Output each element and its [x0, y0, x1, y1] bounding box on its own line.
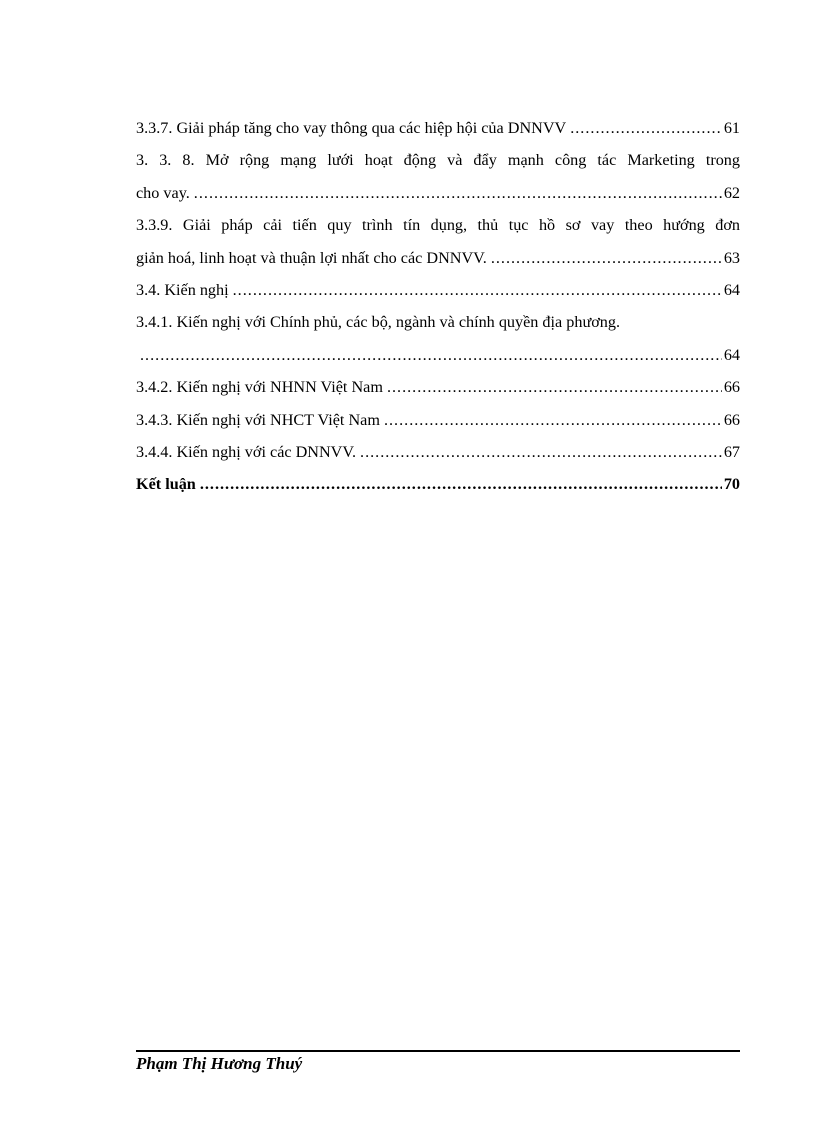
- toc-entry-3-3-8-line2[interactable]: [136, 177, 740, 209]
- dot-leader: [360, 436, 722, 468]
- dot-leader: [570, 112, 722, 144]
- toc-entry-title: 3.4.3. Kiến nghị với NHCT Việt Nam: [136, 410, 380, 429]
- dot-leader: [200, 468, 722, 500]
- toc-entry-3-4[interactable]: [136, 274, 740, 306]
- toc-entry-3-4-2[interactable]: [136, 371, 740, 403]
- toc-entry-3-4-4[interactable]: [136, 436, 740, 468]
- dot-leader: [233, 274, 722, 306]
- toc-entry-3-4-1-line1[interactable]: 3.4.1. Kiến nghị với Chính phủ, các bộ, ngành và chính quyền địa phương.: [136, 313, 621, 332]
- dot-leader: [384, 404, 722, 436]
- table-of-contents: [136, 112, 740, 501]
- toc-entry-page: 63: [723, 248, 740, 267]
- toc-entry-title: 3.4.4. Kiến nghị với các DNNVV.: [136, 442, 357, 461]
- toc-entry-title: 3.4.2. Kiến nghị với NHNN Việt Nam: [136, 378, 383, 397]
- toc-entry-3-3-8-line1[interactable]: 3. 3. 8. Mở rộng mạng lưới hoạt động và đẩy mạnh công tác Marketing trong: [136, 151, 740, 170]
- dot-leader: [387, 371, 722, 403]
- footer-author: Phạm Thị Hương Thuý: [136, 1054, 303, 1073]
- toc-entry-title: Kết luận: [136, 475, 196, 494]
- dot-leader: [491, 242, 722, 274]
- toc-entry-page: 64: [723, 345, 740, 364]
- toc-entry-page: 66: [723, 378, 740, 397]
- toc-entry-3-4-3[interactable]: [136, 404, 740, 436]
- toc-entry-title: giản hoá, linh hoạt và thuận lợi nhất cho các DNNVV.: [136, 248, 487, 267]
- toc-entry-page: 61: [723, 119, 740, 137]
- toc-entry-title: 3.4. Kiến nghị: [136, 280, 229, 299]
- toc-entry-3-3-9-line2[interactable]: [136, 242, 740, 274]
- toc-entry-3-3-7[interactable]: [136, 112, 740, 144]
- footer-divider: [136, 1050, 740, 1052]
- toc-entry-3-4-1-line2[interactable]: [136, 339, 740, 371]
- toc-entry-3-3-9-line1[interactable]: 3.3.9. Giải pháp cải tiến quy trình tín dụng, thủ tục hồ sơ vay theo hướng đơn: [136, 216, 740, 235]
- toc-entry-title: cho vay.: [136, 183, 190, 202]
- dot-leader: [140, 339, 722, 371]
- toc-entry-page: 66: [723, 410, 740, 429]
- dot-leader: [194, 177, 722, 209]
- toc-entry-page: 67: [723, 442, 740, 461]
- toc-entry-page: 64: [723, 280, 740, 299]
- toc-entry-page: 70: [723, 475, 740, 494]
- toc-entry-page: 62: [723, 183, 740, 202]
- toc-entry-title: 3.3.7. Giải pháp tăng cho vay thông qua các hiệp hội của DNNVV: [136, 119, 567, 137]
- toc-entry-ket-luan[interactable]: [136, 468, 740, 500]
